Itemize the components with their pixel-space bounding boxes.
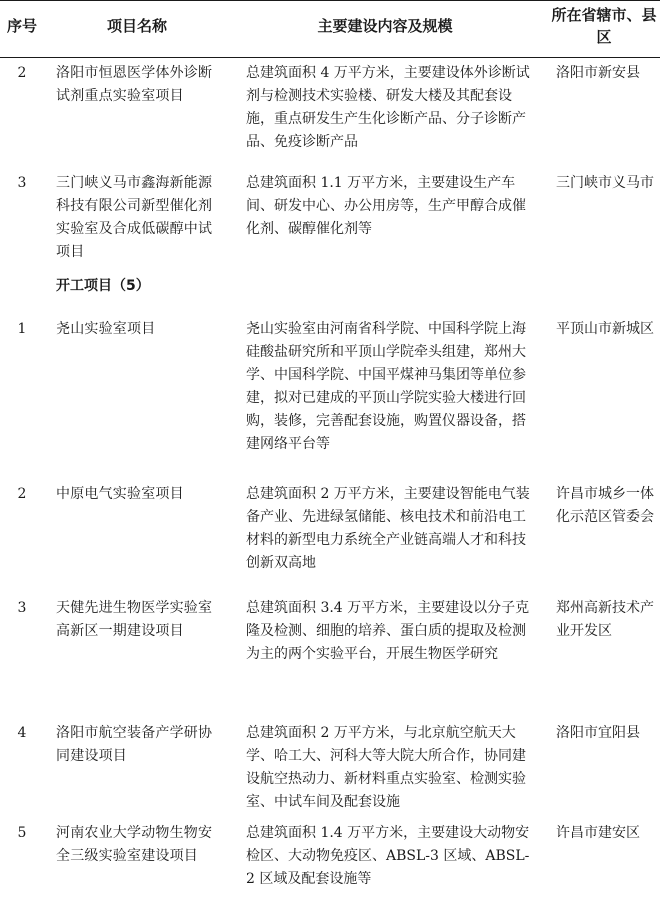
row-seq: 2 xyxy=(17,65,27,81)
header-seq: 序号 xyxy=(6,17,37,35)
row-content: 总建筑面积 1.4 万平方米，主要建设大动物安检区、大动物免疫区、ABSL-3 区域、ABSL-2 区域及配套设施等 xyxy=(246,825,530,887)
header-project-name: 项目名称 xyxy=(106,17,167,35)
row-content: 总建筑面积 2 万平方米，主要建设智能电气装备产业、先进绿氢储能、核电技术和前沿电工材料的新型电力系统全产业链高端人才和科技创新双高地 xyxy=(246,486,530,571)
row-location: 洛阳市新安县 xyxy=(556,65,640,81)
row-project-name: 三门峡义马市鑫海新能源科技有限公司新型催化剂实验室及合成低碳醇中试项目 xyxy=(56,175,213,260)
row-content: 尧山实验室由河南省科学院、中国科学院上海硅酸盐研究所和平顶山学院牵头组建，郑州大学、中国科学院、中国平煤神马集团等单位参建，拟对已建成的平顶山学院实验大楼进行回购，装修，完善配套设施，购置仪器设备，搭建网络平台等 xyxy=(246,321,526,452)
row-project-name: 天健先进生物医学实验室高新区一期建设项目 xyxy=(56,600,213,639)
row-location: 郑州高新技术产业开发区 xyxy=(556,600,654,639)
row-project-name: 洛阳市航空装备产学研协同建设项目 xyxy=(56,725,213,764)
row-location: 许昌市建安区 xyxy=(556,825,640,841)
row-seq: 3 xyxy=(17,600,27,616)
row-content: 总建筑面积 4 万平方米，主要建设体外诊断试剂与检测技术实验楼、研发大楼及其配套设施，重点研发生产生化诊断产品、分子诊断产品、免疫诊断产品 xyxy=(246,65,530,150)
table-header xyxy=(0,0,660,58)
row-seq: 3 xyxy=(17,175,27,191)
row-seq: 5 xyxy=(17,825,27,841)
row-content: 总建筑面积 3.4 万平方米，主要建设以分子克隆及检测、细胞的培养、蛋白质的提取及检测为主的两个实验平台，开展生物医学研究 xyxy=(246,600,530,662)
row-seq: 4 xyxy=(17,725,27,741)
row-project-name: 尧山实验室项目 xyxy=(56,321,156,337)
section-title: 开工项目（5） xyxy=(56,278,150,294)
row-project-name: 河南农业大学动物生物安全三级实验室建设项目 xyxy=(56,825,213,864)
row-project-name: 中原电气实验室项目 xyxy=(56,486,184,502)
row-location: 许昌市城乡一体化示范区管委会 xyxy=(556,486,654,525)
row-content: 总建筑面积 1.1 万平方米，主要建设生产车间、研发中心、办公用房等，生产甲醇合成催化剂、碳醇催化剂等 xyxy=(246,175,526,237)
row-seq: 1 xyxy=(17,321,27,337)
header-construction-content: 主要建设内容及规模 xyxy=(317,17,453,35)
row-location: 三门峡市义马市 xyxy=(556,175,654,191)
row-content: 总建筑面积 2 万平方米，与北京航空航天大学、哈工大、河科大等大院大所合作，协同建设航空热动力、新材料重点实验室、检测实验室、中试车间及配套设施 xyxy=(246,725,526,810)
header-location: 所在省辖市、县区 xyxy=(551,6,657,46)
row-project-name: 洛阳市恒恩医学体外诊断试剂重点实验室项目 xyxy=(56,65,213,104)
row-location: 洛阳市宜阳县 xyxy=(556,725,640,741)
row-location: 平顶山市新城区 xyxy=(556,321,654,337)
row-seq: 2 xyxy=(17,486,27,502)
